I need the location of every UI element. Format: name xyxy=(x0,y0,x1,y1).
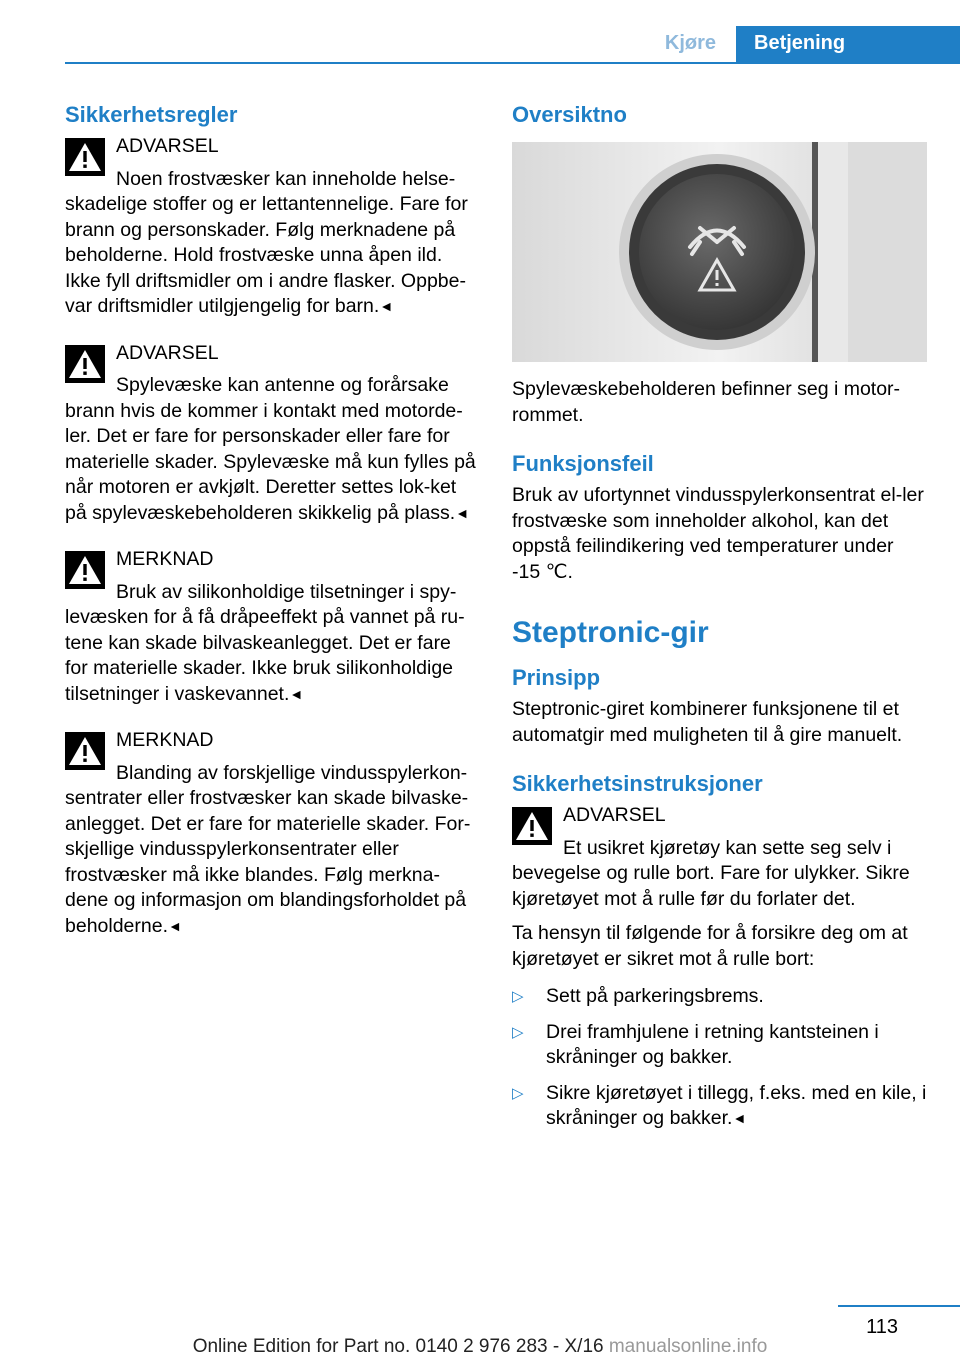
warning-first-line: Et usikret kjøretøy kan sette seg selv i xyxy=(563,836,892,859)
principle-text: Steptronic-giret kombinerer funksjonene til et automatgir med muligheten til å gire manuelt. xyxy=(512,698,903,746)
warning-block xyxy=(512,803,927,912)
warning-body: bevegelse og rulle bort. Fare for ulykker. Sikre kjøretøyet mot å rulle før du forlater det. xyxy=(512,862,910,910)
warning-block xyxy=(65,134,478,320)
list-item-text: Sett på parkeringsbrems. xyxy=(546,985,764,1007)
triangle-bullet-icon: ▷ xyxy=(512,1084,524,1102)
warning-triangle-icon xyxy=(512,807,552,845)
end-mark: ◄ xyxy=(168,917,182,934)
warning-label: ADVARSEL xyxy=(116,135,219,157)
end-mark: ◄ xyxy=(289,685,304,702)
overview-caption: Spylevæskebeholderen befinner seg i motor-rommet. xyxy=(512,378,901,426)
washer-fluid-cap-photo xyxy=(512,142,927,362)
safety-list xyxy=(512,984,927,1132)
notice-label: MERKNAD xyxy=(116,729,214,751)
watermark-text: manualsonline.info xyxy=(608,1336,768,1357)
warning-first-line: Spylevæske kan antenne og forårsake xyxy=(116,374,449,396)
list-item-text: Sikre kjøretøyet i tillegg, f.eks. med en kile, i skråninger og bakker. xyxy=(546,1081,927,1129)
end-mark: ◄ xyxy=(379,298,394,314)
list-item xyxy=(512,1081,927,1132)
page-number: 113 xyxy=(866,1316,898,1338)
edition-text: Online Edition for Part no. 0140 2 976 283 - X/16 xyxy=(192,1336,604,1357)
warning-triangle-icon xyxy=(65,732,105,770)
warning-block xyxy=(65,341,478,527)
list-item xyxy=(512,1020,927,1071)
warning-label: ADVARSEL xyxy=(116,341,219,364)
warning-triangle-icon xyxy=(65,138,105,176)
warning-body: skadelige stoffer og er lettantennelige. Fare for brann og personskader. Følg merknadene på beholderne. Hold frostvæske unna åpen ild. Ikke fyll driftsmidler om i andre flasker. Oppbe-var driftsmidler utilgjengelig for barn. xyxy=(65,193,468,317)
warning-first-line: Noen frostvæsker kan inneholde helse- xyxy=(116,167,456,190)
warning-label: ADVARSEL xyxy=(563,804,666,826)
notice-first-line: Blanding av forskjellige vindusspylerkon- xyxy=(116,761,468,784)
notice-body: levæsken for å få dråpeeffekt på vannet på ru-tene kan skade bilvaskeanlegget. Det er fare for materielle skader. Ikke bruk silikonholdige tilsetninger i vaskevannet. xyxy=(65,606,465,705)
triangle-bullet-icon: ▷ xyxy=(512,1023,524,1041)
footer-rule xyxy=(838,1305,960,1307)
malfunction-text: Bruk av ufortynnet vindusspylerkonsentrat el-ler frostvæske som inneholder alkohol, kan det oppstå feilindikering ved temperaturer under -15 ℃. xyxy=(512,484,924,583)
footer xyxy=(0,1336,960,1358)
left-column xyxy=(65,100,478,960)
triangle-bullet-icon: ▷ xyxy=(512,988,524,1005)
right-column xyxy=(512,100,927,1142)
notice-body: sentrater eller frostvæsker kan skade bilvaske-anlegget. Det er fare for materielle skader. For-skjellige vindusspylerkonsentrater eller frostvæsker må ikke blandes. Følg merkna-dene og informasjon om blandingsforholdet på beholderne. xyxy=(65,787,471,937)
heading-prinsipp: Prinsipp xyxy=(512,665,601,690)
heading-funksjonsfeil: Funksjonsfeil xyxy=(512,451,654,476)
warning-triangle-icon xyxy=(65,345,105,383)
tab-kjore[interactable]: Kjøre xyxy=(664,32,716,54)
notice-block xyxy=(65,547,478,707)
warning-triangle-icon xyxy=(65,551,105,589)
header-bar xyxy=(65,26,960,64)
end-mark: ◄ xyxy=(732,1110,747,1126)
list-item-text: Drei framhjulene i retning kantsteinen i skråninger og bakker. xyxy=(546,1020,879,1068)
notice-first-line: Bruk av silikonholdige tilsetninger i spy- xyxy=(116,580,457,603)
heading-sikkerhetsregler: Sikkerhetsregler xyxy=(65,102,238,127)
safety-intro: Ta hensyn til følgende for å forsikre deg om at kjøretøyet er sikret mot å rulle bort: xyxy=(512,922,908,970)
heading-sikkerhetsinstruksjoner: Sikkerhetsinstruksjoner xyxy=(512,771,763,796)
end-mark: ◄ xyxy=(455,504,470,521)
list-item xyxy=(512,984,927,1010)
tab-betjening[interactable]: Betjening xyxy=(736,26,960,62)
notice-block xyxy=(65,728,478,939)
warning-body: brann hvis de kommer i kontakt med motorde-ler. Det er fare for personskader eller fare for materielle skader. Spylevæske må kun fylles på når motoren er avkjølt. Deretter settes lok-ket på spylevæskebeholderen skikkelig på plass. xyxy=(65,399,476,524)
notice-label: MERKNAD xyxy=(116,548,214,570)
heading-oversikt: Oversiktno xyxy=(512,102,627,127)
section-title-steptronic: Steptronic-gir xyxy=(512,616,709,649)
